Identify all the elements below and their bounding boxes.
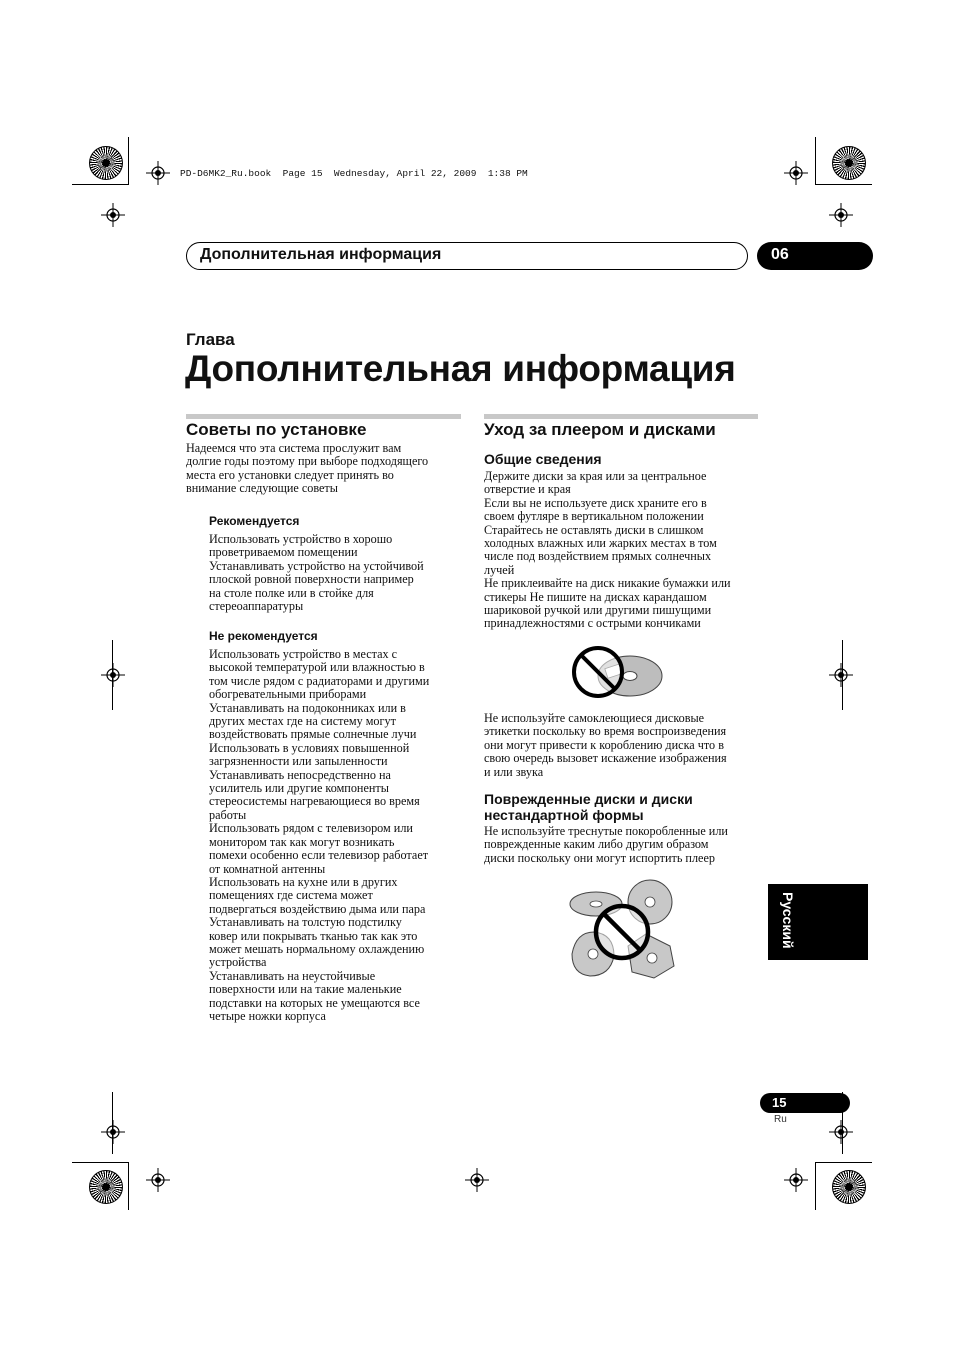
chapter-number: 06 xyxy=(771,246,789,263)
not-recommended-list xyxy=(209,648,469,1023)
text-line: может мешать нормальному охлаждению xyxy=(209,941,425,956)
text-line: числе под воздействием прямых солнечных xyxy=(484,549,712,564)
text-line: Устанавливать на подоконниках или в xyxy=(209,700,406,715)
text-line: диски поскольку они могут испортить плеер xyxy=(484,850,715,865)
registration-mark-icon xyxy=(146,1168,170,1192)
section-rule xyxy=(186,414,461,419)
text-line: Устанавливать на толстую подстилку xyxy=(209,915,402,930)
text-line: монитором так как могут возникать xyxy=(209,834,395,849)
care-heading: Уход за плеером и дисками xyxy=(484,420,716,439)
not-recommended-heading: Не рекомендуется xyxy=(209,629,318,643)
text-line: места его установки следует принять во xyxy=(186,467,394,482)
text-line: лучей xyxy=(484,562,515,577)
text-line: от комнатной антенны xyxy=(209,861,326,876)
text-line: своем футляре в вертикальном положении xyxy=(484,509,704,524)
text-line: Не используйте треснутые покоробленные или xyxy=(484,824,728,838)
page-title: Дополнительная информация xyxy=(185,348,736,389)
text-line: проветриваемом помещении xyxy=(209,545,358,560)
registration-mark-icon xyxy=(829,203,853,227)
labels-text xyxy=(484,712,764,779)
registration-mark-icon xyxy=(101,1120,125,1144)
damaged-discs-heading-line: Поврежденные диски и диски xyxy=(484,791,693,807)
language-tab xyxy=(768,884,868,960)
registration-mark-icon xyxy=(101,203,125,227)
color-rosette-icon xyxy=(89,146,123,180)
text-line: Использовать рядом с телевизором или xyxy=(209,821,413,836)
recommended-heading: Рекомендуется xyxy=(209,514,300,528)
damaged-discs-heading-line: нестандартной формы xyxy=(484,807,644,823)
color-rosette-icon xyxy=(89,1170,123,1204)
page-language: Ru xyxy=(774,1114,787,1125)
text-line: стереосистемы нагревающиеся во время xyxy=(209,794,420,809)
general-heading: Общие сведения xyxy=(484,451,602,467)
text-line: отверстие и края xyxy=(484,482,571,497)
text-line: Старайтесь не оставлять диски в слишком xyxy=(484,522,704,537)
installation-tips-heading: Советы по установке xyxy=(186,420,367,439)
text-line: плоской ровной поверхности например xyxy=(209,572,414,587)
installation-intro xyxy=(186,442,466,496)
text-line: поверхности или на такие маленькие xyxy=(209,982,402,997)
text-line: усилитель или другие компоненты xyxy=(209,781,389,796)
text-line: и или звука xyxy=(484,764,544,779)
registration-mark-icon xyxy=(829,1120,853,1144)
color-rosette-icon xyxy=(832,1170,866,1204)
text-line: принадлежностями с острыми кончиками xyxy=(484,616,701,631)
text-line: помехи особенно если телевизор работает xyxy=(209,848,429,863)
text-line: подставки на которых не умещаются все xyxy=(209,995,420,1010)
text-line: Использовать устройство в местах с xyxy=(209,647,398,661)
text-line: стикеры Не пишите на дисках карандашом xyxy=(484,589,707,604)
text-line: четыре ножки корпуса xyxy=(209,1008,326,1023)
text-line: ковер или покрывать тканью так как это xyxy=(209,928,418,943)
text-line: на столе полке или в стойке для xyxy=(209,585,374,600)
text-line: Использовать на кухне или в других xyxy=(209,874,398,889)
text-line: Не используйте самоклеющиеся дисковые xyxy=(484,711,705,725)
text-line: свою очередь вызовет искажение изображения xyxy=(484,751,727,766)
text-line: том числе рядом с радиаторами и другими xyxy=(209,673,430,688)
text-line: Устанавливать на неустойчивые xyxy=(209,968,376,983)
text-line: стереоаппаратуры xyxy=(209,599,304,614)
registration-mark-icon xyxy=(784,161,808,185)
text-line: воздействовать прямые солнечные лучи xyxy=(209,727,417,742)
damaged-discs-text xyxy=(484,825,764,865)
damaged-discs-heading xyxy=(484,791,693,823)
registration-mark-icon xyxy=(829,663,853,687)
text-line: этикетки поскольку во время воспроизведения xyxy=(484,724,727,739)
text-line: внимание следующие советы xyxy=(186,481,338,496)
text-line: долгие годы поэтому при выборе подходящего xyxy=(186,454,429,469)
text-line: Держите диски за края или за центральное xyxy=(484,469,707,483)
text-line: устройства xyxy=(209,955,267,970)
text-line: Использовать устройство в хорошо xyxy=(209,532,393,546)
text-line: Если вы не используете диск храните его в xyxy=(484,495,707,510)
text-line: подвергаться воздействию дыма или пара xyxy=(209,901,426,916)
text-line: они могут привести к короблению диска что в xyxy=(484,737,724,752)
text-line: Не приклеивайте на диск никакие бумажки или xyxy=(484,576,731,591)
text-line: Устанавливать устройство на устойчивой xyxy=(209,558,424,573)
section-rule xyxy=(484,414,758,419)
text-line: других местах где на систему могут xyxy=(209,714,396,729)
text-line: помещениях где система может xyxy=(209,888,373,903)
text-line: поврежденные каким либо другим образом xyxy=(484,837,709,852)
damaged-discs-illustration xyxy=(566,876,678,982)
page-number: 15 xyxy=(772,1095,787,1110)
print-slug: PD-D6MK2_Ru.book Page 15 Wednesday, April 22, 2009 1:38 PM xyxy=(180,168,528,179)
registration-mark-icon xyxy=(146,161,170,185)
no-stickers-disc-illustration xyxy=(570,644,664,700)
recommended-list xyxy=(209,533,469,613)
text-line: Устанавливать непосредственно на xyxy=(209,767,391,782)
registration-mark-icon xyxy=(784,1168,808,1192)
chapter-label: Глава xyxy=(186,330,235,349)
registration-mark-icon xyxy=(465,1168,489,1192)
text-line: Использовать в условиях повышенной xyxy=(209,740,410,755)
text-line: холодных влажных или жарких местах в том xyxy=(484,536,717,551)
text-line: Надеемся что эта система прослужит вам xyxy=(186,441,402,455)
registration-mark-icon xyxy=(101,663,125,687)
general-text xyxy=(484,470,764,631)
text-line: загрязненности или запыленности xyxy=(209,754,388,769)
header-title: Дополнительная информация xyxy=(200,246,442,263)
text-line: обогревательными приборами xyxy=(209,687,367,702)
text-line: высокой температурой или влажностью в xyxy=(209,660,425,675)
language-tab-label: Русский xyxy=(780,892,796,949)
text-line: шариковой ручкой или другими пишущими xyxy=(484,603,712,618)
color-rosette-icon xyxy=(832,146,866,180)
text-line: работы xyxy=(209,807,247,822)
